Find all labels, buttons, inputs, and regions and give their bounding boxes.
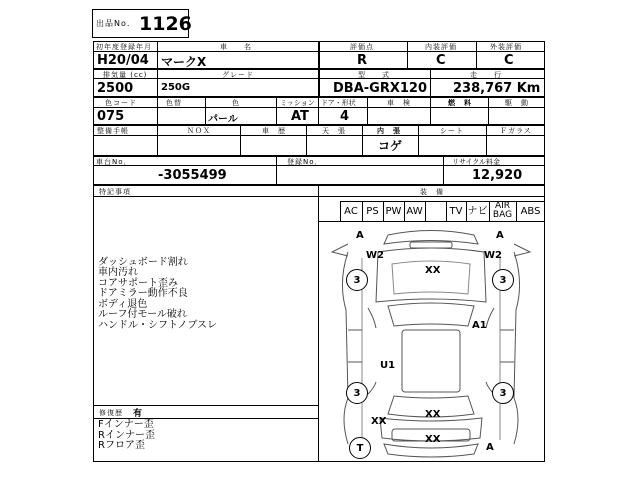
rule (418, 124, 419, 155)
rule (318, 96, 319, 124)
repair-line: Rインナー歪 (98, 430, 155, 441)
rule (443, 155, 444, 184)
interior-label: 内装評価 (425, 43, 457, 51)
doors-label: ドア・形状 (321, 99, 356, 107)
mark-3-front-left: 3 (346, 269, 368, 291)
roof-label: 天 張 (322, 127, 346, 135)
mission-value: AT (291, 109, 309, 124)
history-label: 車 歴 (262, 127, 286, 135)
equip-abs: ABS (520, 205, 541, 217)
rule (157, 124, 158, 155)
rule (488, 96, 489, 124)
nox-label: ＮＯＸ (187, 127, 211, 135)
registration-label: 登録No． (287, 158, 323, 166)
colorcode-value: 075 (97, 109, 125, 124)
equip-blank (425, 201, 446, 221)
rule (157, 68, 158, 96)
mark-xx-bumper: XX (425, 434, 441, 445)
model-label: 型 式 (358, 71, 390, 79)
note-line: コアサポート歪み (98, 278, 178, 289)
car-diagram (318, 222, 544, 461)
exterior-label: 外装評価 (490, 43, 522, 51)
inner-label: 内 張 (377, 127, 401, 135)
rule (367, 96, 368, 124)
score-label: 評価点 (350, 43, 374, 51)
rule (157, 41, 158, 68)
rule (240, 124, 241, 155)
note-line: ボディ退色 (98, 299, 148, 310)
mark-xx-trunk: XX (425, 409, 441, 420)
mark-a-front-right: A (496, 230, 504, 241)
note-line: 車内汚れ (98, 267, 138, 278)
lot-label: 出品No． (96, 19, 136, 28)
repair-line: Rフロア歪 (98, 440, 145, 451)
rule (306, 124, 307, 155)
rule (93, 135, 545, 136)
fuel-label: 燃 料 (448, 99, 472, 107)
color-value: パール (208, 114, 238, 125)
chassis-label: 車台No． (96, 158, 132, 166)
note-line: ダッシュボード割れ (98, 257, 188, 268)
inner-value: コゲ (378, 139, 403, 153)
mileage-value: 238,767 Km (453, 81, 541, 96)
drive-label: 駆 動 (505, 99, 529, 107)
repair-line: Fインナー歪 (98, 419, 154, 430)
repair-label: 修復歴 (99, 409, 123, 417)
rule (486, 124, 487, 155)
mark-t-bottom: T (349, 437, 371, 459)
rule (430, 68, 431, 96)
rule (276, 96, 277, 124)
rule (205, 96, 206, 124)
note-line: ハンドル・シフトノブスレ (98, 320, 217, 331)
rule (276, 155, 277, 184)
equip-aw: AW (406, 205, 423, 217)
lot-box (92, 9, 192, 38)
rule (93, 96, 545, 98)
seat-label: シート (440, 127, 464, 135)
doors-value: 4 (340, 109, 350, 124)
rule (93, 196, 545, 197)
exterior-value: C (504, 53, 514, 68)
equip-navi: ナビ (467, 205, 488, 217)
equip-ps: PS (366, 205, 379, 217)
chassis-value: -3055499 (158, 168, 227, 183)
rule (157, 96, 158, 124)
displacement-label: 排気量 (cc) (103, 71, 148, 79)
equip-ac: AC (344, 205, 358, 217)
equipment-label: 装 備 (420, 188, 444, 196)
mark-xx-rear-left: XX (371, 416, 387, 427)
mark-a-front-left: A (356, 230, 364, 241)
glass-label: Ｆガラス (500, 127, 532, 135)
score-value: R (357, 53, 368, 68)
mark-a-bottom-right: A (486, 442, 494, 453)
model-value: DBA-GRX120 (333, 81, 427, 96)
name-value: マークX (161, 55, 207, 69)
displacement-value: 2500 (97, 81, 134, 96)
note-line: ドアミラー動作不良 (98, 288, 188, 299)
equip-airbag: AIR BAG (492, 201, 513, 220)
rule (318, 41, 320, 96)
rule (93, 124, 545, 126)
mark-a1-right: A1 (472, 320, 487, 331)
color-label: 色 (232, 99, 240, 107)
interior-value: C (436, 53, 446, 68)
mark-xx-hood: XX (425, 265, 441, 276)
repair-value: 有 (133, 409, 143, 419)
lot-number: 1126 (139, 13, 192, 35)
name-label: 車 名 (220, 43, 252, 51)
mark-3-rear-right: 3 (492, 382, 514, 404)
rule (476, 41, 477, 68)
rule (93, 184, 545, 186)
rule (93, 107, 545, 108)
mark-3-front-right: 3 (492, 269, 514, 291)
colortype-label: 色替 (166, 99, 182, 107)
mileage-label: 走 行 (470, 71, 502, 79)
note-line: ルーフ付モール破れ (98, 309, 187, 320)
equip-pw: PW (385, 205, 402, 217)
year-value: H20/04 (97, 53, 149, 68)
rule (407, 41, 408, 68)
rule (362, 124, 363, 155)
grade-label: グレード (222, 71, 254, 79)
mark-u1-left: U1 (380, 360, 396, 371)
year-label: 初年度登録年月 (96, 43, 152, 51)
notes-label: 特記事項 (99, 188, 131, 196)
rule (430, 96, 431, 124)
manual-label: 整備手帳 (97, 127, 129, 135)
grade-value: 250G (161, 82, 191, 93)
rule (93, 405, 318, 406)
mark-3-rear-left: 3 (346, 382, 368, 404)
equip-tv: TV (449, 205, 463, 217)
mission-label: ミッション (280, 99, 315, 107)
colorcode-label: 色コード (105, 99, 137, 107)
mark-w2-right: W2 (484, 250, 502, 261)
recycle-value: 12,920 (472, 168, 523, 183)
recycle-label: リサイクル料金 (452, 158, 501, 166)
inspection-label: 車 検 (387, 99, 411, 107)
mark-w2-left: W2 (366, 250, 384, 261)
